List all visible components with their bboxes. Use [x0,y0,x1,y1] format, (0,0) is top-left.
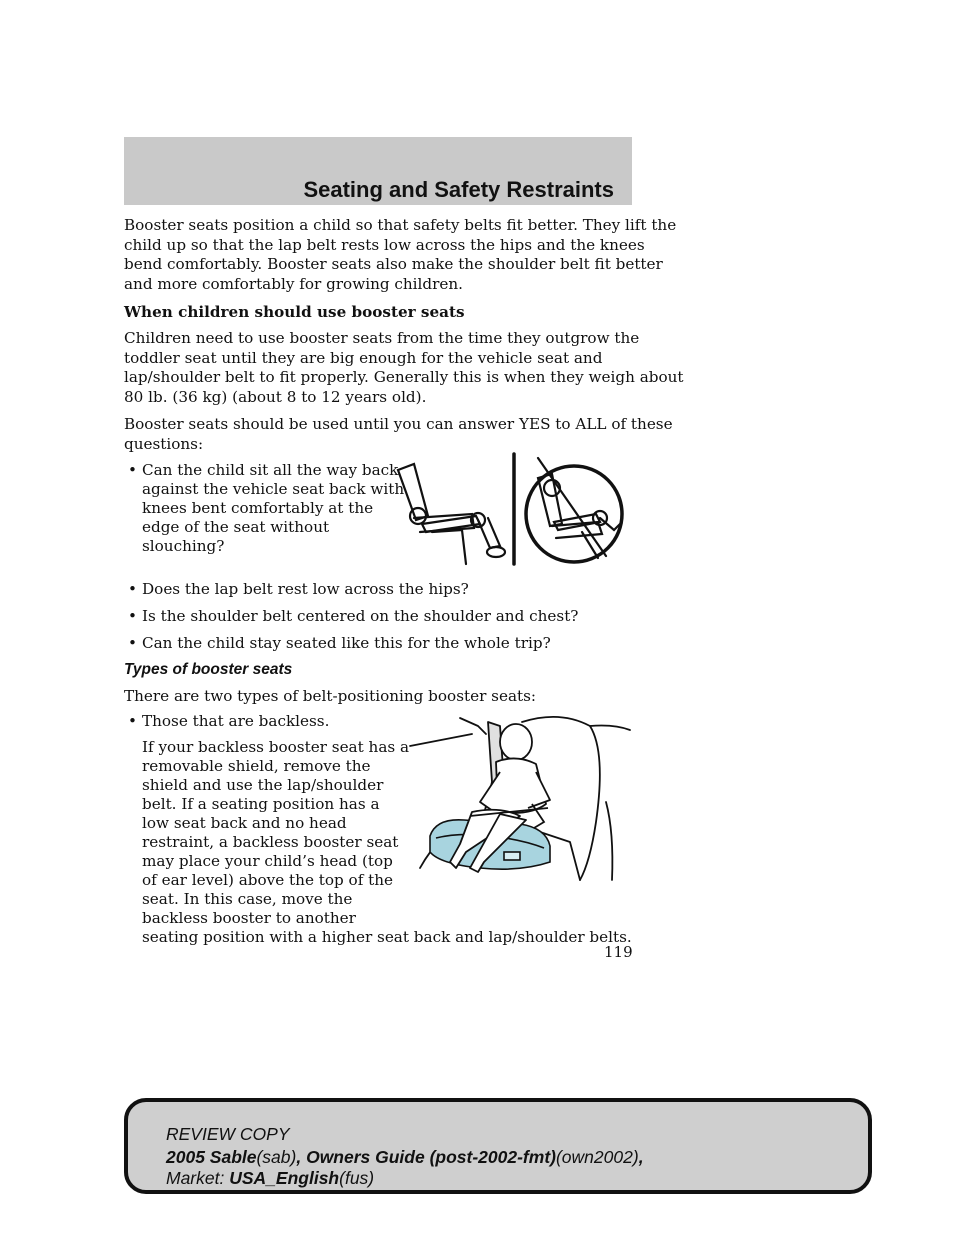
footer-guide-code: (own2002) [555,1147,639,1167]
bullet-dot: • [128,634,137,652]
footer-market-code: (fus) [339,1168,375,1188]
backless-line: seating position with a higher seat back and lap/shoulder belts. [142,928,632,946]
question-line: Can the child sit all the way back [142,461,399,479]
backless-line: low seat back and no head [142,814,347,832]
paragraph-line: toddler seat until they are big enough for the vehicle seat and [124,349,603,367]
seat-posture-illustration [392,448,632,570]
paragraph-line: questions: [124,435,204,453]
footer-guide: , Owners Guide (post-2002-fmt) [296,1147,556,1167]
paragraph-line: 80 lb. (36 kg) (about 8 to 12 years old). [124,388,427,406]
question-text: Does the lap belt rest low across the hips? [142,580,469,598]
paragraph-line: Booster seats position a child so that safety belts fit better. They lift the [124,216,677,234]
backless-line: of ear level) above the top of the [142,871,394,889]
backless-line: may place your child’s head (top [142,852,393,870]
paragraph-line: lap/shoulder belt to fit properly. Generally this is when they weigh about [124,368,684,386]
question-line: slouching? [142,537,225,555]
backless-line: restraint, a backless booster seat [142,833,399,851]
question-line: edge of the seat without [142,518,330,536]
footer-market-line [166,1168,374,1189]
subheading: When children should use booster seats [124,303,465,321]
question-line: knees bent comfortably at the [142,499,374,517]
question-text: Can the child stay seated like this for the whole trip? [142,634,551,652]
footer-market: USA_English [229,1168,340,1188]
section-header-band [124,137,632,205]
question-text: Is the shoulder belt centered on the shoulder and chest? [142,607,579,625]
backless-line: belt. If a seating position has a [142,795,380,813]
backless-line: shield and use the lap/shoulder [142,776,384,794]
review-copy-footer [124,1098,872,1194]
footer-market-label: Market: [166,1168,225,1188]
page-number: 119 [604,943,633,961]
paragraph-line: bend comfortably. Booster seats also make the shoulder belt fit better [124,255,663,273]
bullet-dot: • [128,607,137,625]
footer-model: 2005 Sable [166,1147,257,1167]
booster-seat-illustration [400,712,636,888]
footer-model-code: (sab) [256,1147,297,1167]
types-intro: There are two types of belt-positioning booster seats: [124,687,537,705]
backless-line: seat. In this case, move the [142,890,353,908]
paragraph-line: child up so that the lap belt rests low across the hips and the knees [124,236,645,254]
review-copy-label: REVIEW COPY [166,1124,290,1144]
paragraph-line: and more comfortably for growing children. [124,275,463,293]
type-text: Those that are backless. [142,712,330,730]
backless-line: removable shield, remove the [142,757,371,775]
backless-line: backless booster to another [142,909,356,927]
bullet-dot: • [128,712,137,730]
paragraph-line: Booster seats should be used until you can answer YES to ALL of these [124,415,673,433]
bullet-dot: • [128,461,137,479]
bullet-dot: • [128,580,137,598]
types-heading: Types of booster seats [124,661,293,678]
paragraph-line: Children need to use booster seats from the time they outgrow the [124,329,640,347]
footer-model-line: 2005 Sable(sab), Owners Guide (post-2002-fmt)(own2002), [166,1147,644,1167]
section-title: Seating and Safety Restraints [303,177,614,202]
backless-line: If your backless booster seat has a [142,738,410,756]
question-line: against the vehicle seat back with [142,480,405,498]
